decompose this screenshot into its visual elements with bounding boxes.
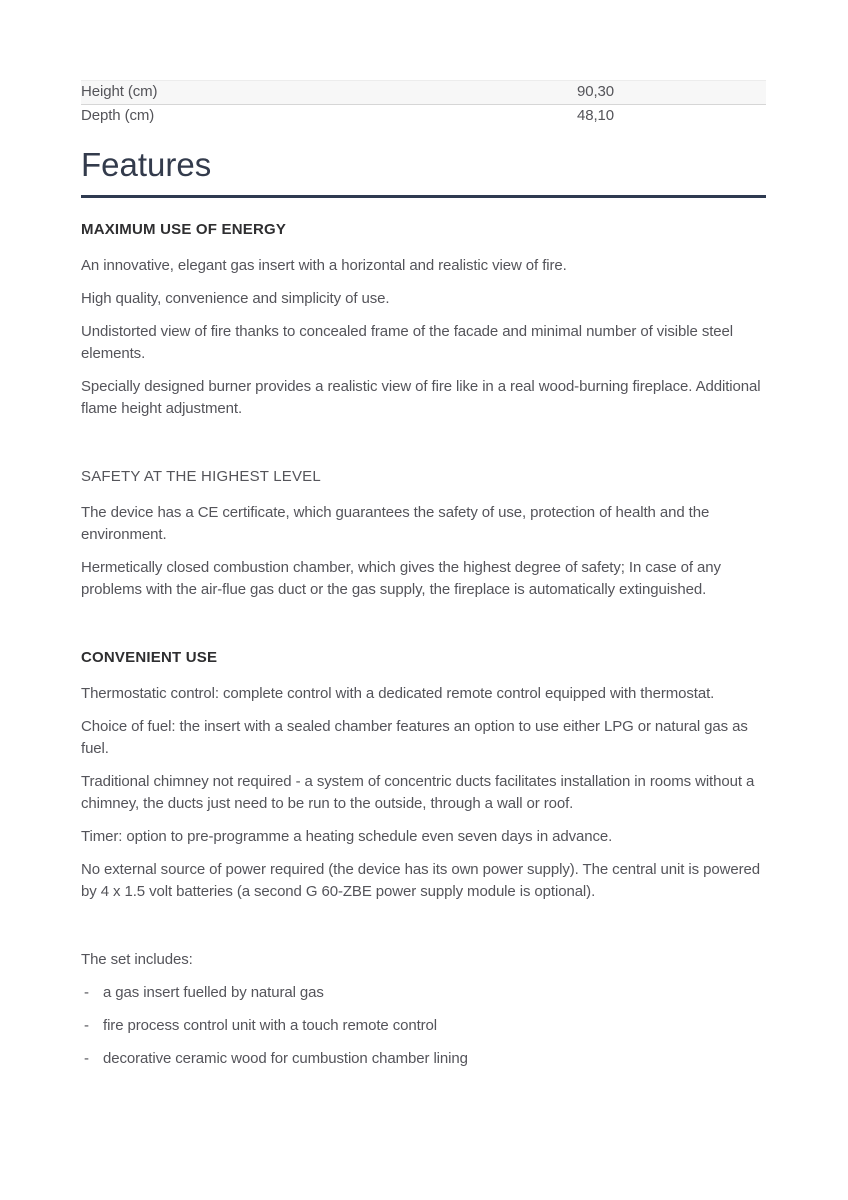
list-item-text: fire process control unit with a touch remote control [103,1017,438,1034]
spec-value: 48,10 [577,107,615,124]
section-heading: MAXIMUM USE OF ENERGY [81,221,287,238]
section-safety-at-the-highest-level [81,468,766,601]
paragraph: Timer: option to pre-programme a heating schedule even seven days in advance. [81,828,613,845]
paragraph: Hermetically closed combustion chamber, which gives the highest degree of safety; In case of any problems with the air-flue gas duct or the gas supply, the fireplace is automatically extinguished. [81,559,721,598]
section-heading: CONVENIENT USE [81,649,218,666]
paragraph: No external source of power required (the device has its own power supply). The central unit is powered by 4 x 1.5 volt batteries (a second G 60-ZBE power supply module is optional). [81,861,760,900]
set-includes [81,949,766,1070]
section-convenient-use [81,649,766,903]
dash-bullet: - [84,984,89,1001]
list-item [81,982,766,1004]
section-heading: SAFETY AT THE HIGHEST LEVEL [81,468,321,485]
list-item-text: a gas insert fuelled by natural gas [103,984,324,1001]
spec-label: Depth (cm) [81,107,155,124]
dash-bullet: - [84,1017,89,1034]
paragraph: Choice of fuel: the insert with a sealed chamber features an option to use either LPG or natural gas as fuel. [81,718,748,757]
set-includes-intro: The set includes: [81,951,193,968]
list-item [81,1048,766,1070]
page-title: Features [81,146,766,198]
spec-table [81,80,766,128]
section-maximum-use-of-energy [81,221,766,420]
spec-label: Height (cm) [81,83,158,100]
list-item-text: decorative ceramic wood for cumbustion chamber lining [103,1050,468,1067]
paragraph: Traditional chimney not required - a system of concentric ducts facilitates installation in rooms without a chimney, the ducts just need to be run to the outside, through a wall or roof. [81,773,755,812]
table-row [81,81,766,105]
paragraph: The device has a CE certificate, which guarantees the safety of use, protection of health and the environment. [81,504,710,543]
list-item [81,1015,766,1037]
paragraph: Undistorted view of fire thanks to concealed frame of the facade and minimal number of visible steel elements. [81,323,734,362]
table-row [81,105,766,129]
paragraph: An innovative, elegant gas insert with a horizontal and realistic view of fire. [81,257,567,274]
paragraph: Thermostatic control: complete control with a dedicated remote control equipped with thermostat. [81,685,715,702]
dash-bullet: - [84,1050,89,1067]
paragraph: Specially designed burner provides a realistic view of fire like in a real wood-burning fireplace. Additional flame height adjustment. [81,378,761,417]
paragraph: High quality, convenience and simplicity of use. [81,290,390,307]
spec-value: 90,30 [577,83,615,100]
